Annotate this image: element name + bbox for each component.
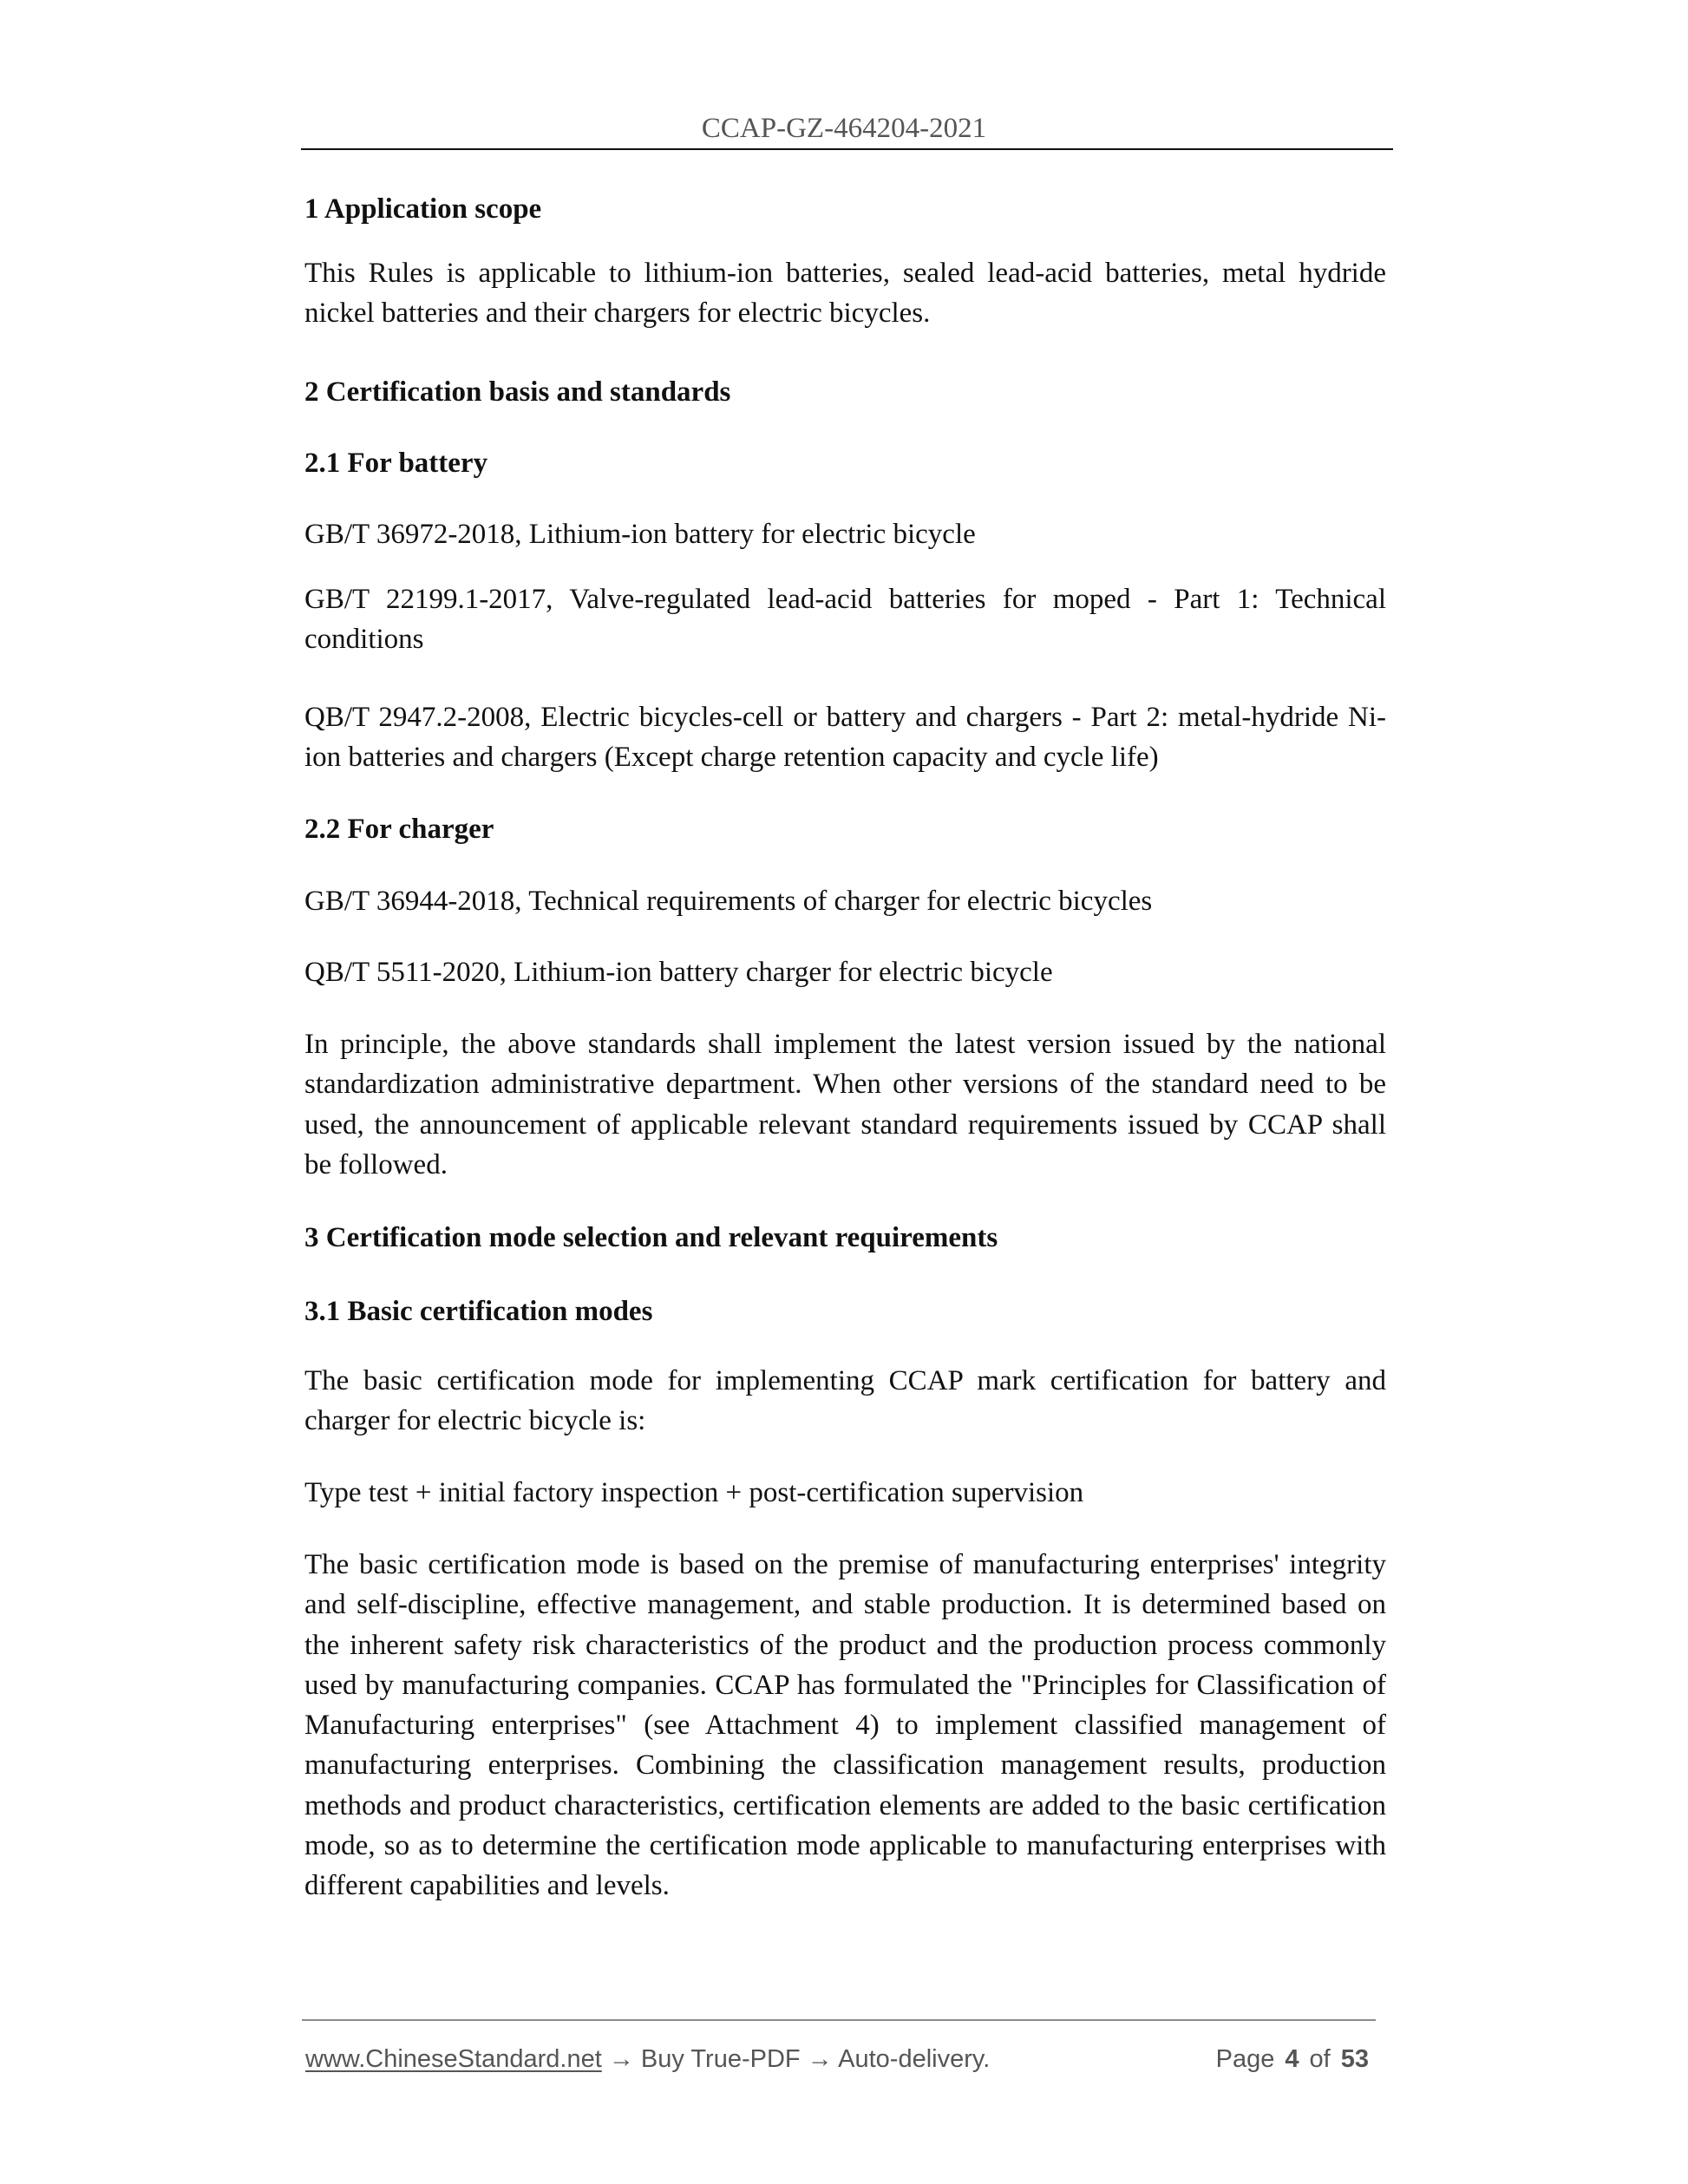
chinesestandard-link[interactable]: www.ChineseStandard.net <box>305 2045 602 2073</box>
footer-step-delivery: Auto-delivery. <box>838 2045 991 2073</box>
standard-item: GB/T 22199.1-2017, Valve-regulated lead-acid batteries for moped - Part 1: Technical conditions <box>304 584 1386 656</box>
heading-for-charger: 2.2 For charger <box>304 814 494 845</box>
heading-for-battery: 2.1 For battery <box>304 448 488 479</box>
page-footer <box>305 2043 1374 2075</box>
standard-item: GB/T 36972-2018, Lithium-ion battery for electric bicycle <box>304 519 976 550</box>
arrow-right-icon: → <box>608 2045 634 2073</box>
standard-item: QB/T 5511-2020, Lithium-ion battery charger for electric bicycle <box>304 957 1053 988</box>
footer-divider <box>302 2019 1376 2021</box>
page-current: 4 <box>1285 2045 1299 2073</box>
arrow-right-icon: → <box>807 2045 833 2073</box>
heading-basic-certification-modes: 3.1 Basic certification modes <box>304 1296 653 1327</box>
heading-application-scope: 1 Application scope <box>304 193 542 225</box>
header-divider <box>301 148 1393 150</box>
paragraph-basic-mode-intro: The basic certification mode for implementing CCAP mark certification for battery and charger for electric bicycle is: <box>304 1365 1386 1437</box>
heading-certification-mode: 3 Certification mode selection and relevant requirements <box>304 1222 998 1253</box>
paragraph-application-scope: This Rules is applicable to lithium-ion batteries, sealed lead-acid batteries, metal hydride nickel batteries and their chargers for electric bicycles. <box>304 258 1386 330</box>
page-indicator <box>1216 2043 1369 2075</box>
standard-item: GB/T 36944-2018, Technical requirements of charger for electric bicycles <box>304 886 1153 917</box>
footer-step-buy: Buy True-PDF <box>640 2045 801 2073</box>
standard-item: QB/T 2947.2-2008, Electric bicycles-cell or battery and chargers - Part 2: metal-hydride Ni-ion batteries and chargers (Except charge retention capacity and cycle life) <box>304 702 1386 774</box>
document-code: CCAP-GZ-464204-2021 <box>701 113 987 144</box>
page-of-label: of <box>1309 2045 1331 2073</box>
paragraph-standards-principle: In principle, the above standards shall implement the latest version issued by the national standardization administrative department. When other versions of the standard need to be used, the announcement of applicable relevant standard requirements issued by CCAP shall be followed. <box>304 1029 1386 1180</box>
heading-certification-basis: 2 Certification basis and standards <box>304 376 731 408</box>
footer-promo <box>305 2043 990 2075</box>
page-label: Page <box>1215 2045 1275 2073</box>
page-total: 53 <box>1340 2045 1369 2073</box>
certification-mode-formula: Type test + initial factory inspection + post-certification supervision <box>304 1477 1084 1508</box>
paragraph-basic-mode-explanation: The basic certification mode is based on the premise of manufacturing enterprises' integrity and self-discipline, effective management, and stable production. It is determined based on the inherent safety risk characteristics of the product and the production process commonly used by manufacturing companies. CCAP has formulated the "Principles for Classification of Manufacturing enterprises" (see Attachment 4) to implement classified management of manufacturing enterprises. Combining the classification management results, production methods and product characteristics, certification elements are added to the basic certification mode, so as to determine the certification mode applicable to manufacturing enterprises with different capabilities and levels. <box>304 1549 1386 1902</box>
